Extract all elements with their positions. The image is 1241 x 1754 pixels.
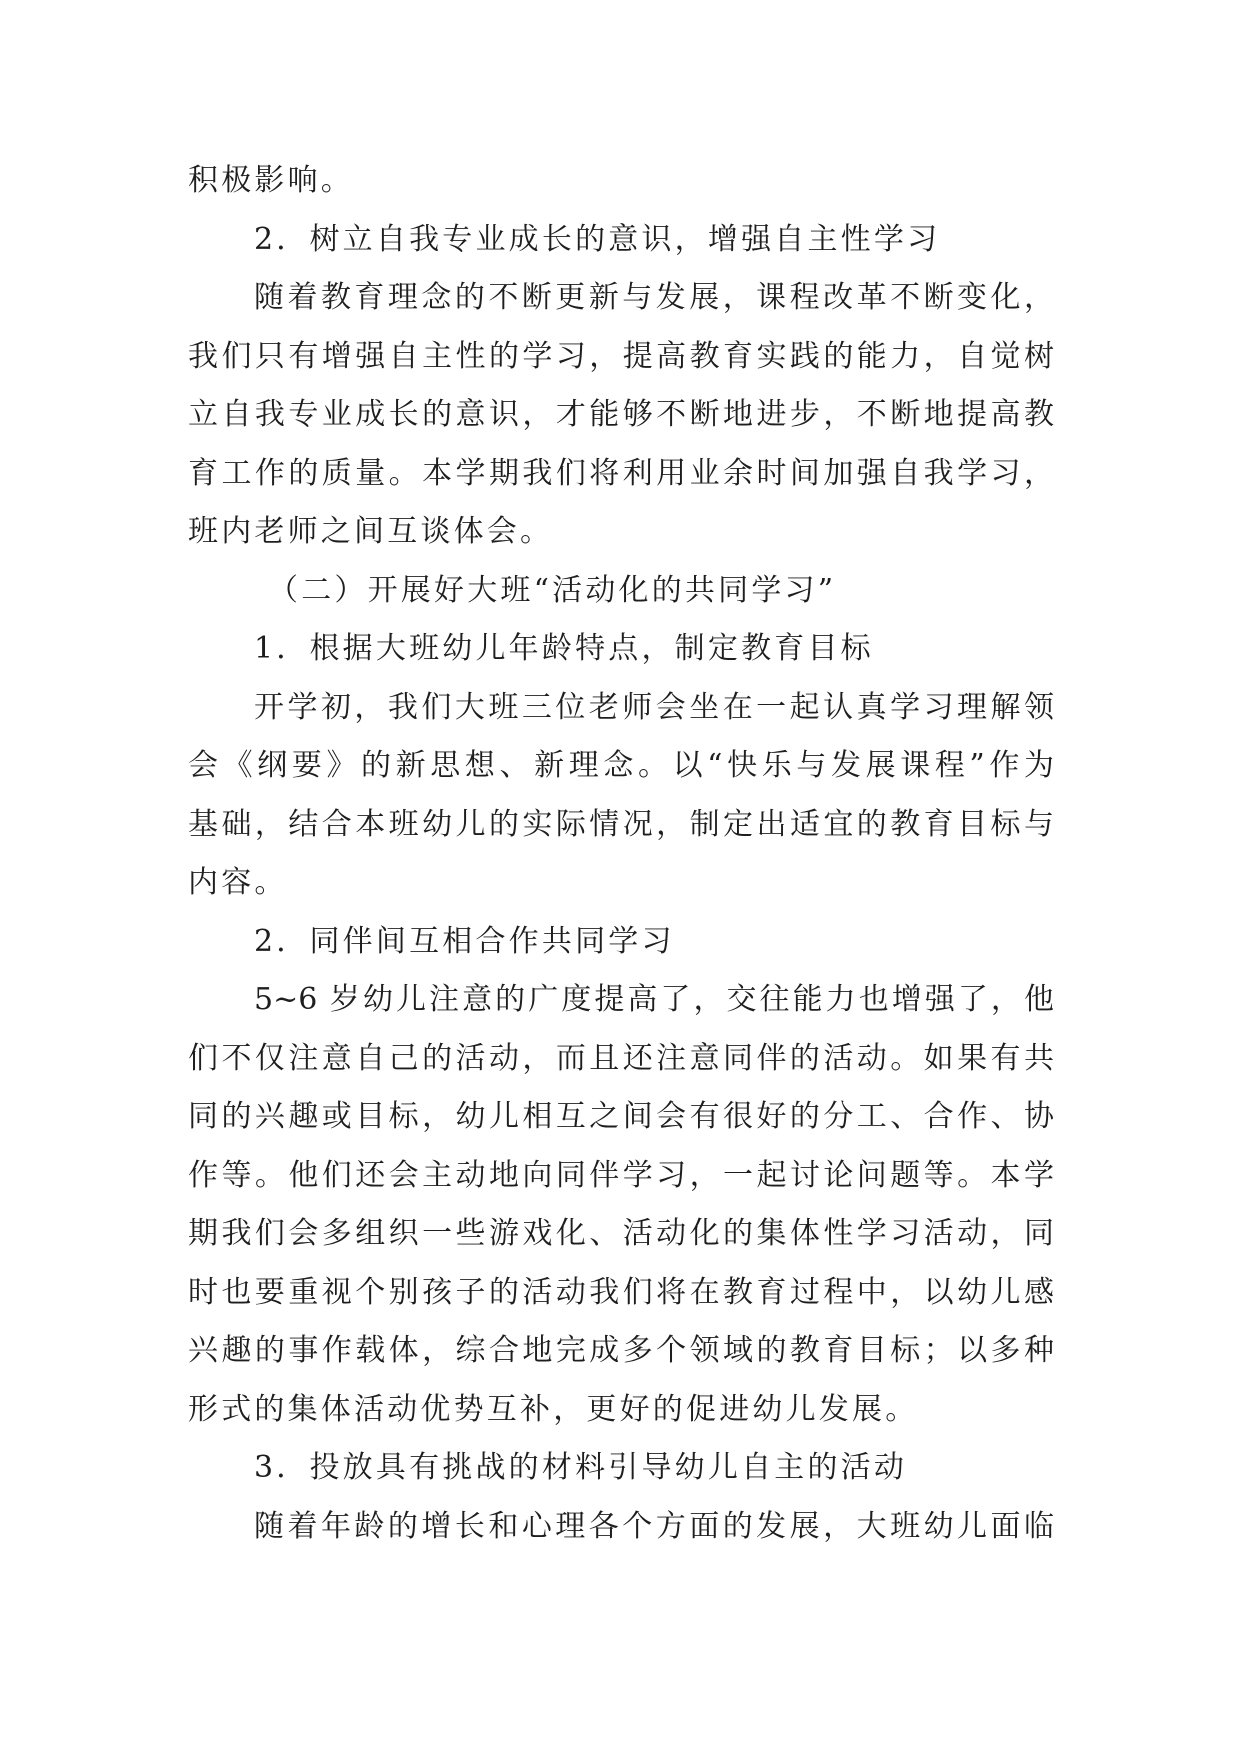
text-line: 积极影响。 <box>188 163 354 198</box>
text-line: 5~6 岁幼儿注意的广度提高了，交往能力也增强了，他 <box>254 982 1054 1017</box>
text-line: 我们只有增强自主性的学习，提高教育实践的能力，自觉树 <box>188 338 1054 374</box>
section-heading: 3．投放具有挑战的材料引导幼儿自主的活动 <box>254 1450 908 1485</box>
text-line: 班内老师之间互谈体会。 <box>188 514 554 549</box>
text-line: 立自我专业成长的意识，才能够不断地进步，不断地提高教 <box>188 397 1054 432</box>
section-heading: 2．同伴间互相合作共同学习 <box>254 923 675 959</box>
subsection-heading: （二）开展好大班“活动化的共同学习” <box>268 572 837 608</box>
text-line: 内容。 <box>188 865 288 900</box>
text-line: 时也要重视个别孩子的活动我们将在教育过程中，以幼儿感 <box>188 1274 1054 1310</box>
text-line: 期我们会多组织一些游戏化、活动化的集体性学习活动，同 <box>188 1216 1054 1251</box>
text-line: 育工作的质量。本学期我们将利用业余时间加强自我学习， <box>188 455 1054 491</box>
text-line: 开学初，我们大班三位老师会坐在一起认真学习理解领 <box>254 689 1054 725</box>
text-line: 随着年龄的增长和心理各个方面的发展，大班幼儿面临 <box>254 1508 1054 1544</box>
section-heading: 2．树立自我专业成长的意识，增强自主性学习 <box>254 221 941 257</box>
text-line: 兴趣的事作载体，综合地完成多个领域的教育目标；以多种 <box>188 1333 1054 1368</box>
text-line: 会《纲要》的新思想、新理念。以“快乐与发展课程”作为 <box>188 748 1054 783</box>
section-heading: 1．根据大班幼儿年龄特点，制定教育目标 <box>254 631 874 666</box>
document-body <box>188 152 1054 1556</box>
text-line: 们不仅注意自己的活动，而且还注意同伴的活动。如果有共 <box>188 1040 1054 1076</box>
text-line: 同的兴趣或目标，幼儿相互之间会有很好的分工、合作、协 <box>188 1099 1054 1134</box>
text-line: 随着教育理念的不断更新与发展，课程改革不断变化， <box>254 280 1054 315</box>
text-line: 基础，结合本班幼儿的实际情况，制定出适宜的教育目标与 <box>188 806 1054 842</box>
text-line: 形式的集体活动优势互补，更好的促进幼儿发展。 <box>188 1391 919 1427</box>
text-line: 作等。他们还会主动地向同伴学习，一起讨论问题等。本学 <box>188 1157 1054 1193</box>
